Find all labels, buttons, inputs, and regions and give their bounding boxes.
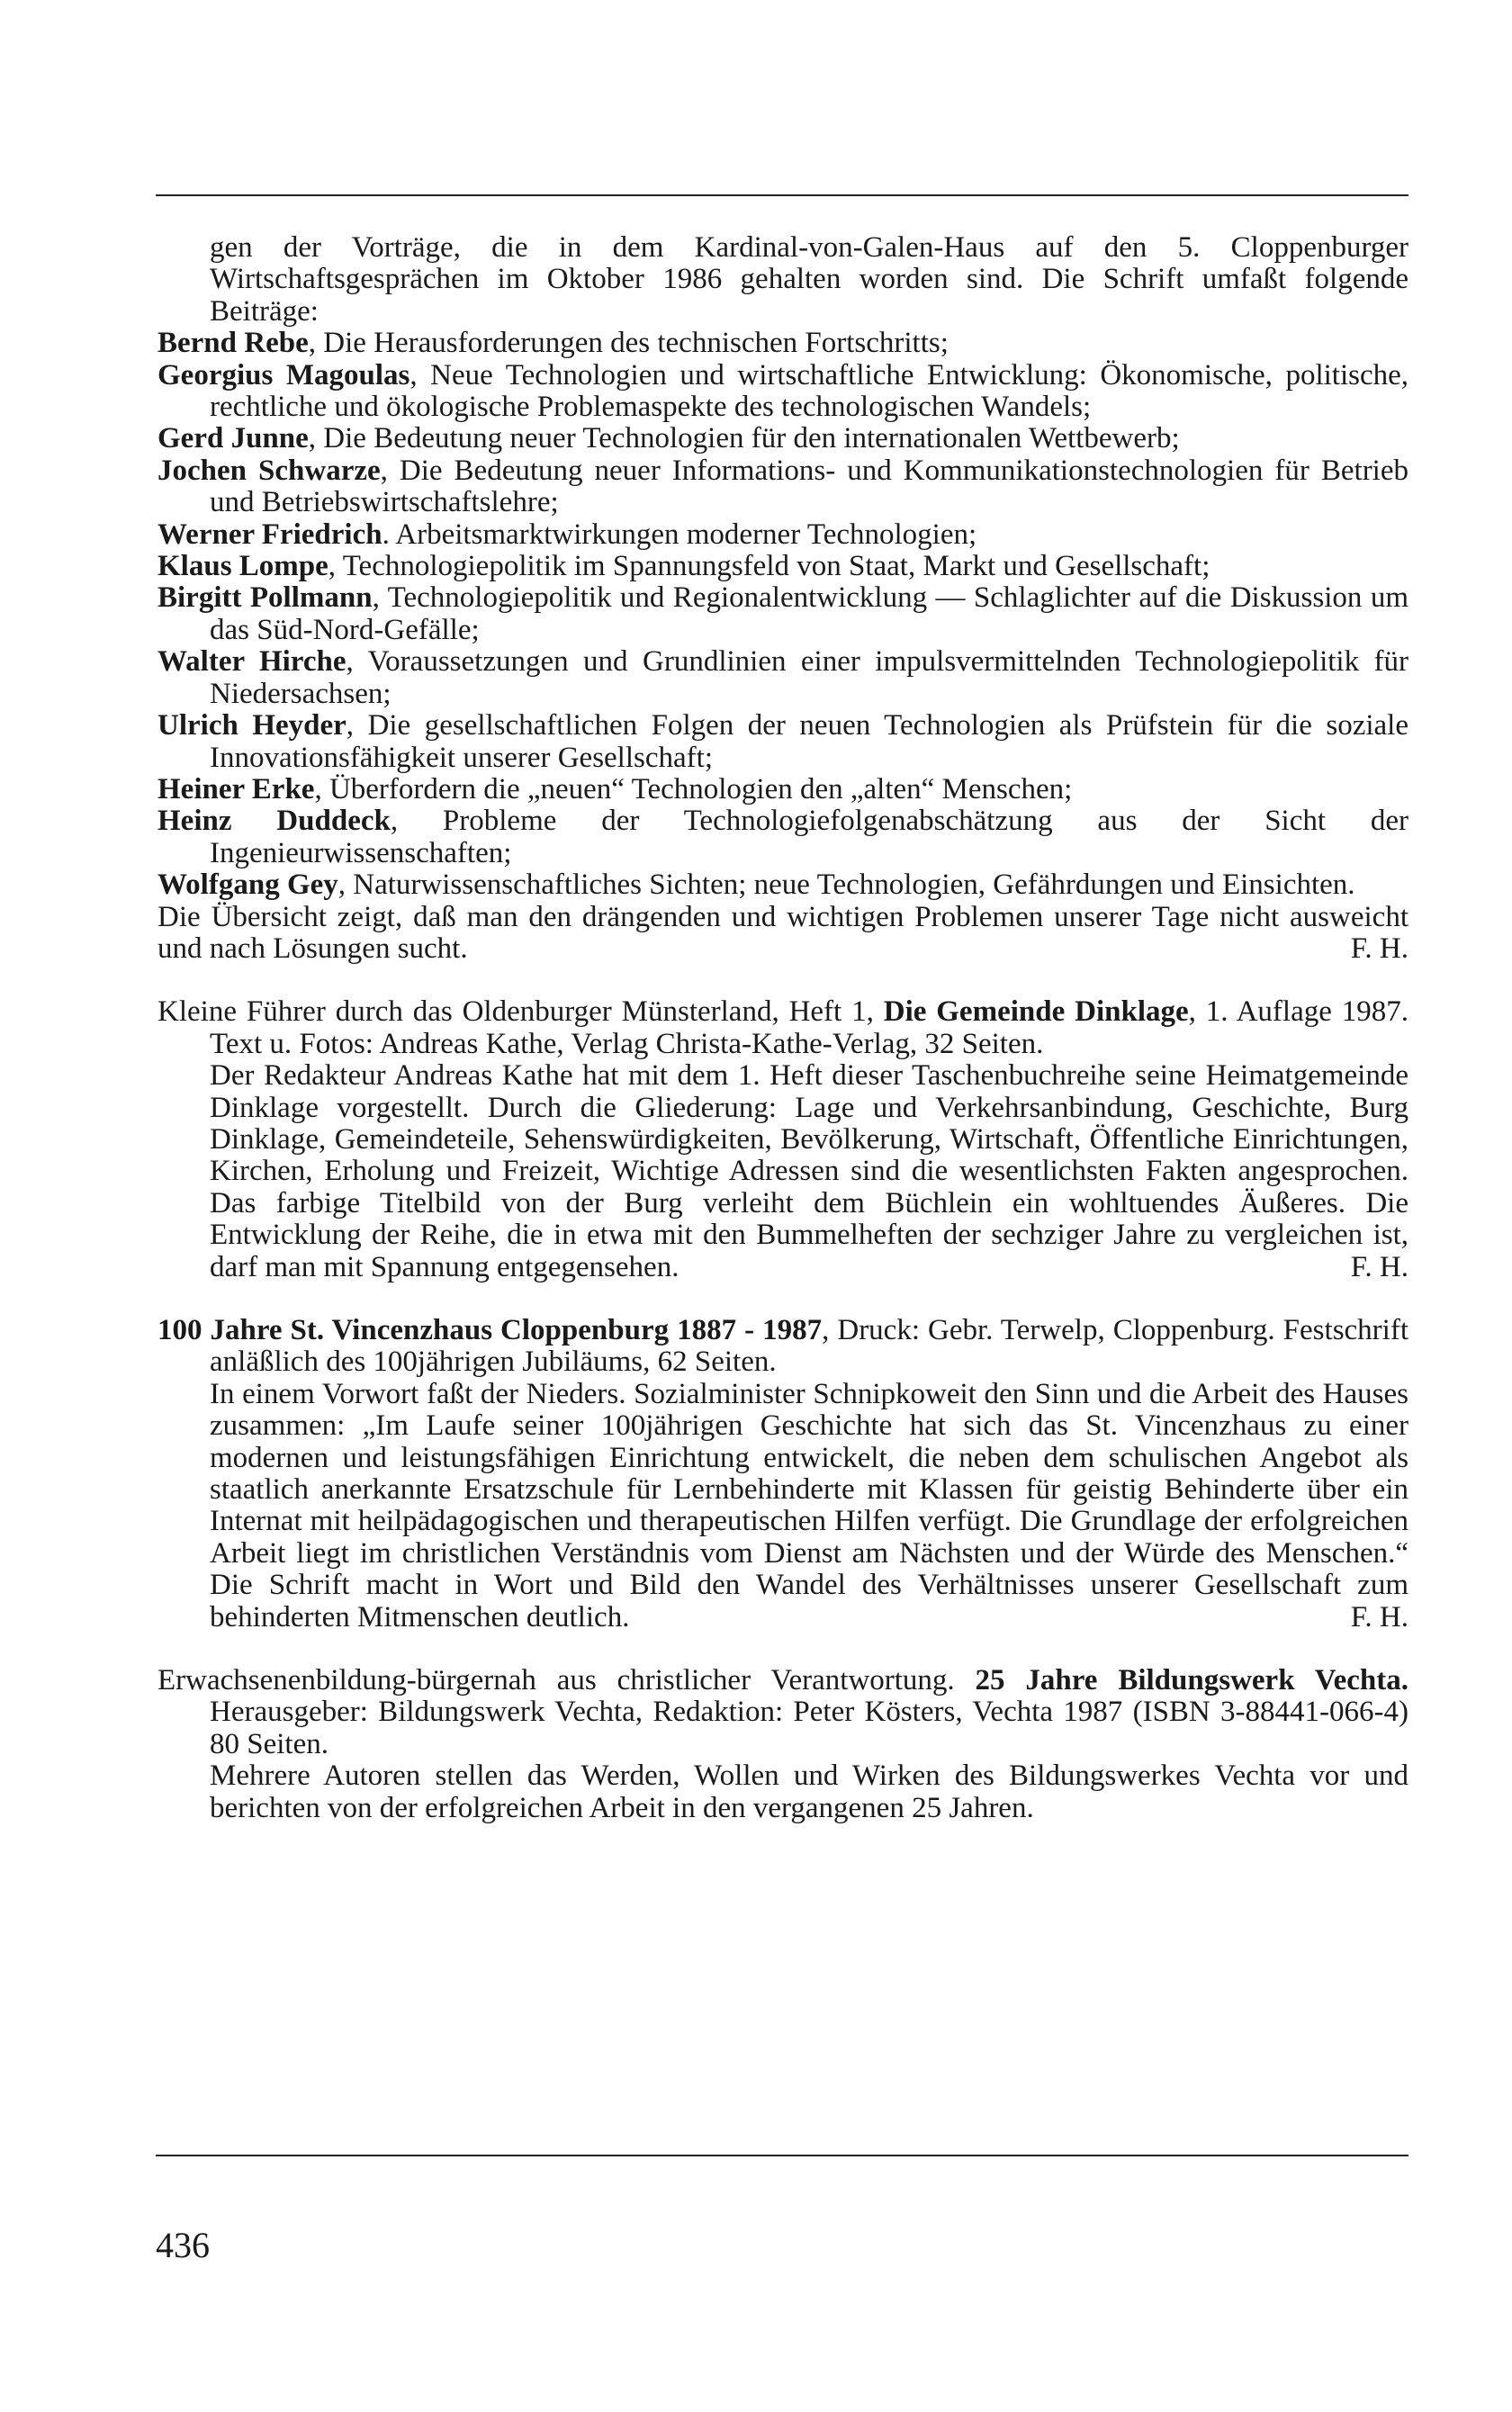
contribution-title: , Die Bedeutung neuer Informations- und Kommunikationstechnologien für Betrieb und Betriebswirtschaftslehre; [210, 454, 1408, 519]
summary-paragraph [158, 902, 1408, 966]
contribution-title: , Naturwissenschaftliches Sichten; neue Technologien, Gefährdungen und Einsichten. [338, 868, 1355, 902]
review-body [158, 1060, 1408, 1283]
contribution-title: , Neue Technologien und wirtschaftliche Entwicklung: Ökonomische, politische, rechtliche und ökologische Problemaspekte des technologischen Wandels; [210, 358, 1408, 424]
contribution-author: Werner Friedrich [158, 518, 382, 551]
contribution-author: Ulrich Heyder [158, 709, 346, 742]
contribution-item [158, 519, 1408, 551]
contribution-item [158, 646, 1408, 710]
contribution-item [158, 328, 1408, 359]
contribution-item [158, 455, 1408, 519]
contribution-title: , Probleme der Technologiefolgenabschätzung aus der Sicht der Ingenieurwissenschaften; [210, 805, 1408, 869]
review-title: Die Gemeinde Dinklage [883, 995, 1189, 1029]
contribution-title: , Die Herausforderungen des technischen Fortschritts; [308, 327, 949, 360]
review-citation [158, 996, 1408, 1060]
intro-paragraph: gen der Vorträge, die in dem Kardinal-von-Galen-Haus auf den 5. Cloppenburger Wirtschaftsgesprächen im Oktober 1986 gehalten worden sind. Die Schrift umfaßt folgende Beiträge: [210, 231, 1408, 328]
contribution-list [158, 328, 1408, 901]
review-title: 100 Jahre St. Vincenzhaus Cloppenburg 1887 - 1987 [158, 1314, 823, 1346]
contribution-title: . Arbeitsmarktwirkungen moderner Technologien; [382, 518, 977, 551]
contribution-author: Georgius Magoulas [158, 358, 410, 392]
contribution-item [158, 360, 1408, 424]
contribution-title: , Die gesellschaftlichen Folgen der neuen Technologien als Prüfstein für die soziale Innovationsfähigkeit unserer Gesellschaft; [210, 709, 1408, 774]
review-details: , 1. Auflage 1987. Text u. Fotos: Andreas Kathe, Verlag Christa-Kathe-Verlag, 32 Seiten. [210, 995, 1408, 1060]
review-bildungswerk [158, 1665, 1408, 1824]
contribution-author: Walter Hirche [158, 645, 346, 679]
contribution-title: , Technologiepolitik und Regionalentwicklung — Schlaglichter auf die Diskussion um das Süd-Nord-Gefälle; [210, 581, 1408, 646]
series-lead: Kleine Führer durch das Oldenburger Münsterland, Heft 1, [158, 995, 884, 1029]
contribution-title: , Überfordern die „neuen“ Technologien den „alten“ Menschen; [314, 772, 1073, 806]
reviewer-signature: F. H. [1350, 1600, 1408, 1634]
review-body-text: Der Redakteur Andreas Kathe hat mit dem 1. Heft dieser Taschenbuchreihe seine Heimatgemeinde Dinklage vorgestellt. Durch die Gliederung: Lage und Verkehrsanbindung, Geschichte, Burg Dinklage, Gemeindeteile, Sehenswürdigkeiten, Bevölkerung, Wirtschaft, Öffentliche Einrichtungen, Kirchen, Erholung und Freizeit, Wichtige Adressen sind die wesentlichsten Fakten angesprochen. Das farbige Titelbild von der Burg verleiht dem Büchlein ein wohltuendes Äußeres. Die Entwicklung der Reihe, die in etwa mit den Bummelheften der sechziger Jahre zu vergleichen ist, darf man mit Spannung entgegensehen. [210, 1059, 1408, 1283]
review-body: Mehrere Autoren stellen das Werden, Wollen und Wirken des Bildungswerkes Vechta vor und berichten von der erfolgreichen Arbeit in den vergangenen 25 Jahren. [210, 1760, 1408, 1824]
contribution-item [158, 869, 1408, 901]
review-dinklage [158, 996, 1408, 1283]
section-gap [158, 965, 1408, 996]
contribution-title: , Die Bedeutung neuer Technologien für den internationalen Wettbewerb; [308, 422, 1180, 455]
section-gap [158, 1283, 1408, 1315]
contribution-author: Wolfgang Gey [158, 868, 338, 902]
top-rule [156, 194, 1408, 196]
section-gap [158, 1634, 1408, 1665]
contribution-title: , Voraussetzungen und Grundlinien einer impulsvermittelnden Technologiepolitik für Niedersachsen; [210, 645, 1408, 710]
contribution-item [158, 806, 1408, 869]
contribution-author: Jochen Schwarze [158, 454, 381, 487]
review-citation [158, 1315, 1408, 1379]
contribution-author: Klaus Lompe [158, 550, 328, 583]
contribution-author: Bernd Rebe [158, 327, 309, 360]
review-title: 25 Jahre Bildungswerk Vechta. [975, 1664, 1408, 1697]
series-lead: Erwachsenenbildung-bürgernah aus christlicher Verantwortung. [158, 1664, 976, 1697]
contribution-item [158, 774, 1408, 806]
review-vincenzhaus [158, 1315, 1408, 1634]
contribution-item [158, 423, 1408, 454]
contribution-author: Heinz Duddeck [158, 805, 391, 838]
contribution-item [158, 710, 1408, 774]
contribution-author: Gerd Junne [158, 422, 309, 455]
review-citation [158, 1665, 1408, 1760]
review-details: , Druck: Gebr. Terwelp, Cloppenburg. Festschrift anläßlich des 100jährigen Jubiläums, 62 Seiten. [210, 1314, 1408, 1379]
reviewer-signature: F. H. [1350, 932, 1408, 965]
contribution-item [158, 551, 1408, 582]
review-body [158, 1379, 1408, 1634]
review-details: Herausgeber: Bildungswerk Vechta, Redaktion: Peter Kösters, Vechta 1987 (ISBN 3-88441-066-4) 80 Seiten. [210, 1696, 1408, 1760]
review-body-text: In einem Vorwort faßt der Nieders. Sozialminister Schnipkoweit den Sinn und die Arbeit des Hauses zusammen: „Im Laufe seiner 100jährigen Geschichte hat sich das St. Vincenzhaus zu einer modernen und leistungsfähigen Einrichtung entwickelt, die neben dem schulischen Angebot als staatlich anerkannte Ersatzschule für Lernbehinderte mit Klassen für geistig Behinderte über ein Internat mit heilpädagogischen und therapeutischen Hilfen verfügt. Die Grundlage der erfolgreichen Arbeit liegt im christlichen Verständnis vom Dienst am Nächsten und der Würde des Menschen.“ Die Schrift macht in Wort und Bild den Wandel des Verhältnisses unserer Gesellschaft zum behinderten Mitmenschen deutlich. [210, 1377, 1408, 1634]
contribution-author: Birgitt Pollmann [158, 581, 373, 615]
contribution-author: Heiner Erke [158, 772, 315, 806]
page-content [158, 232, 1408, 1824]
contribution-item [158, 582, 1408, 646]
summary-text: Die Übersicht zeigt, daß man den drängenden und wichtigen Problemen unserer Tage nicht ausweicht und nach Lösungen sucht. [158, 900, 1408, 965]
bottom-rule [156, 2155, 1408, 2156]
contribution-title: , Technologiepolitik im Spannungsfeld von Staat, Markt und Gesellschaft; [328, 550, 1210, 583]
page-number: 436 [156, 2225, 210, 2265]
reviewer-signature: F. H. [1350, 1250, 1408, 1283]
